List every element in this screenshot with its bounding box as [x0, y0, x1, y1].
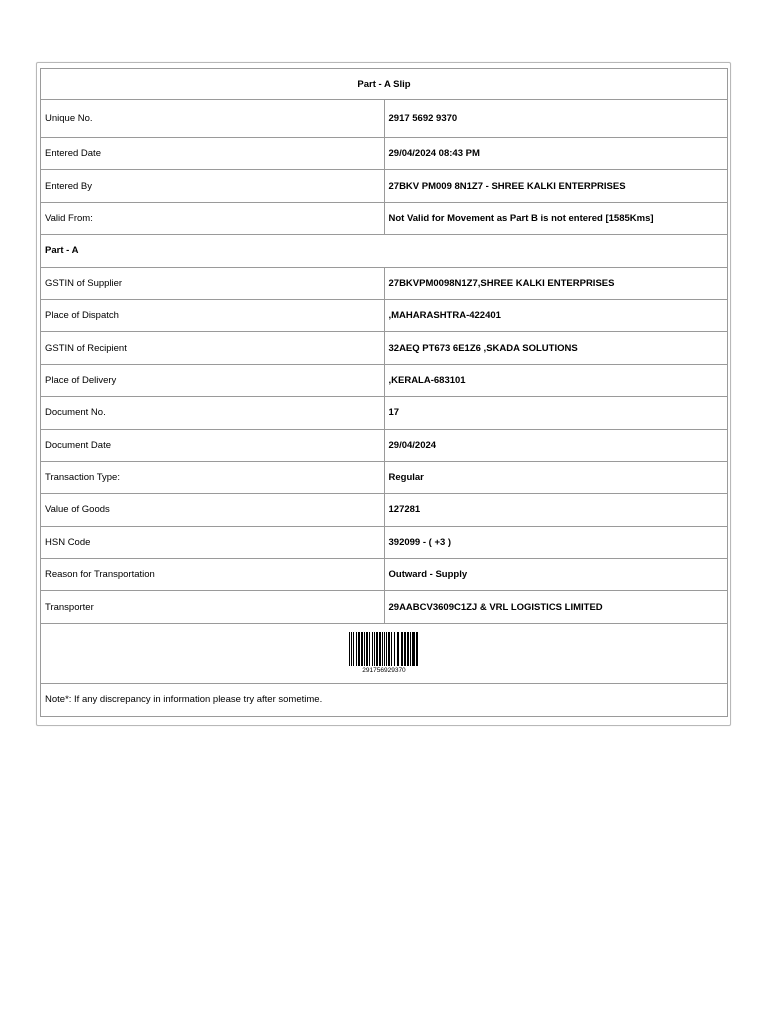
barcode-bar: [397, 632, 399, 666]
barcode-bar: [358, 632, 360, 666]
transporter-value: 29AABCV3609C1ZJ & VRL LOGISTICS LIMITED: [384, 591, 728, 623]
reason-value: Outward - Supply: [384, 559, 728, 591]
reason-label: Reason for Transportation: [41, 559, 385, 591]
row-gstin-supplier: [41, 267, 728, 299]
barcode-number: 291756929370: [362, 667, 406, 675]
row-document-date: [41, 429, 728, 461]
transaction-type-label: Transaction Type:: [41, 461, 385, 493]
row-valid-from: [41, 202, 728, 234]
barcode-bar: [356, 632, 357, 666]
barcode-bar: [379, 632, 381, 666]
barcode-bar: [361, 632, 363, 666]
row-value-goods: [41, 494, 728, 526]
row-document-no: [41, 397, 728, 429]
gstin-recipient-label: GSTIN of Recipient: [41, 332, 385, 364]
unique-no-value: 2917 5692 9370: [384, 100, 728, 138]
unique-no-label: Unique No.: [41, 100, 385, 138]
row-section-part-a: [41, 235, 728, 267]
barcode-bar: [372, 632, 373, 666]
note-text: Note*: If any discrepancy in information please try after sometime.: [41, 683, 728, 716]
hsn-code-label: HSN Code: [41, 526, 385, 558]
barcode-bar: [391, 632, 392, 666]
valid-from-value: Not Valid for Movement as Part B is not entered [1585Kms]: [384, 202, 728, 234]
transaction-type-value: Regular: [384, 461, 728, 493]
entered-by-value: 27BKV PM009 8N1Z7 - SHREE KALKI ENTERPRISES: [384, 170, 728, 202]
row-place-dispatch: [41, 299, 728, 331]
barcode-image: [348, 632, 420, 666]
document-no-label: Document No.: [41, 397, 385, 429]
row-gstin-recipient: [41, 332, 728, 364]
barcode-bar: [382, 632, 383, 666]
row-reason: [41, 559, 728, 591]
entered-by-label: Entered By: [41, 170, 385, 202]
barcode-bar: [349, 632, 350, 666]
place-delivery-label: Place of Delivery: [41, 364, 385, 396]
entered-date-value: 29/04/2024 08:43 PM: [384, 138, 728, 170]
gstin-supplier-value: 27BKVPM0098N1Z7,SHREE KALKI ENTERPRISES: [384, 267, 728, 299]
place-dispatch-label: Place of Dispatch: [41, 299, 385, 331]
row-hsn-code: [41, 526, 728, 558]
slip-title: Part - A Slip: [41, 69, 728, 100]
barcode-bar: [401, 632, 403, 666]
hsn-code-value: 392099 - ( +3 ): [384, 526, 728, 558]
barcode-bar: [410, 632, 411, 666]
gstin-supplier-label: GSTIN of Supplier: [41, 267, 385, 299]
document-date-value: 29/04/2024: [384, 429, 728, 461]
document-date-label: Document Date: [41, 429, 385, 461]
barcode-bar: [376, 632, 378, 666]
barcode-bar: [384, 632, 385, 666]
barcode-bar: [416, 632, 418, 666]
row-entered-date: [41, 138, 728, 170]
entered-date-label: Entered Date: [41, 138, 385, 170]
barcode-bar: [353, 632, 354, 666]
row-entered-by: [41, 170, 728, 202]
barcode-bar: [351, 632, 352, 666]
barcode-bar: [407, 632, 409, 666]
gstin-recipient-value: 32AEQ PT673 6E1Z6 ,SKADA SOLUTIONS: [384, 332, 728, 364]
barcode-bar: [386, 632, 387, 666]
place-dispatch-value: ,MAHARASHTRA-422401: [384, 299, 728, 331]
section-heading: Part - A: [41, 235, 728, 267]
transporter-label: Transporter: [41, 591, 385, 623]
valid-from-label: Valid From:: [41, 202, 385, 234]
row-place-delivery: [41, 364, 728, 396]
value-goods-value: 127281: [384, 494, 728, 526]
barcode-bar: [366, 632, 368, 666]
barcode-cell: [41, 623, 728, 683]
barcode-bar: [388, 632, 390, 666]
part-a-slip-table: [40, 68, 728, 717]
barcode-bar: [364, 632, 365, 666]
row-unique-no: [41, 100, 728, 138]
row-transporter: [41, 591, 728, 623]
barcode-bar: [394, 632, 395, 666]
document-no-value: 17: [384, 397, 728, 429]
barcode-bar: [404, 632, 406, 666]
barcode-bar: [369, 632, 370, 666]
value-goods-label: Value of Goods: [41, 494, 385, 526]
place-delivery-value: ,KERALA-683101: [384, 364, 728, 396]
barcode-bar: [412, 632, 415, 666]
barcode-bar: [374, 632, 375, 666]
row-transaction-type: [41, 461, 728, 493]
